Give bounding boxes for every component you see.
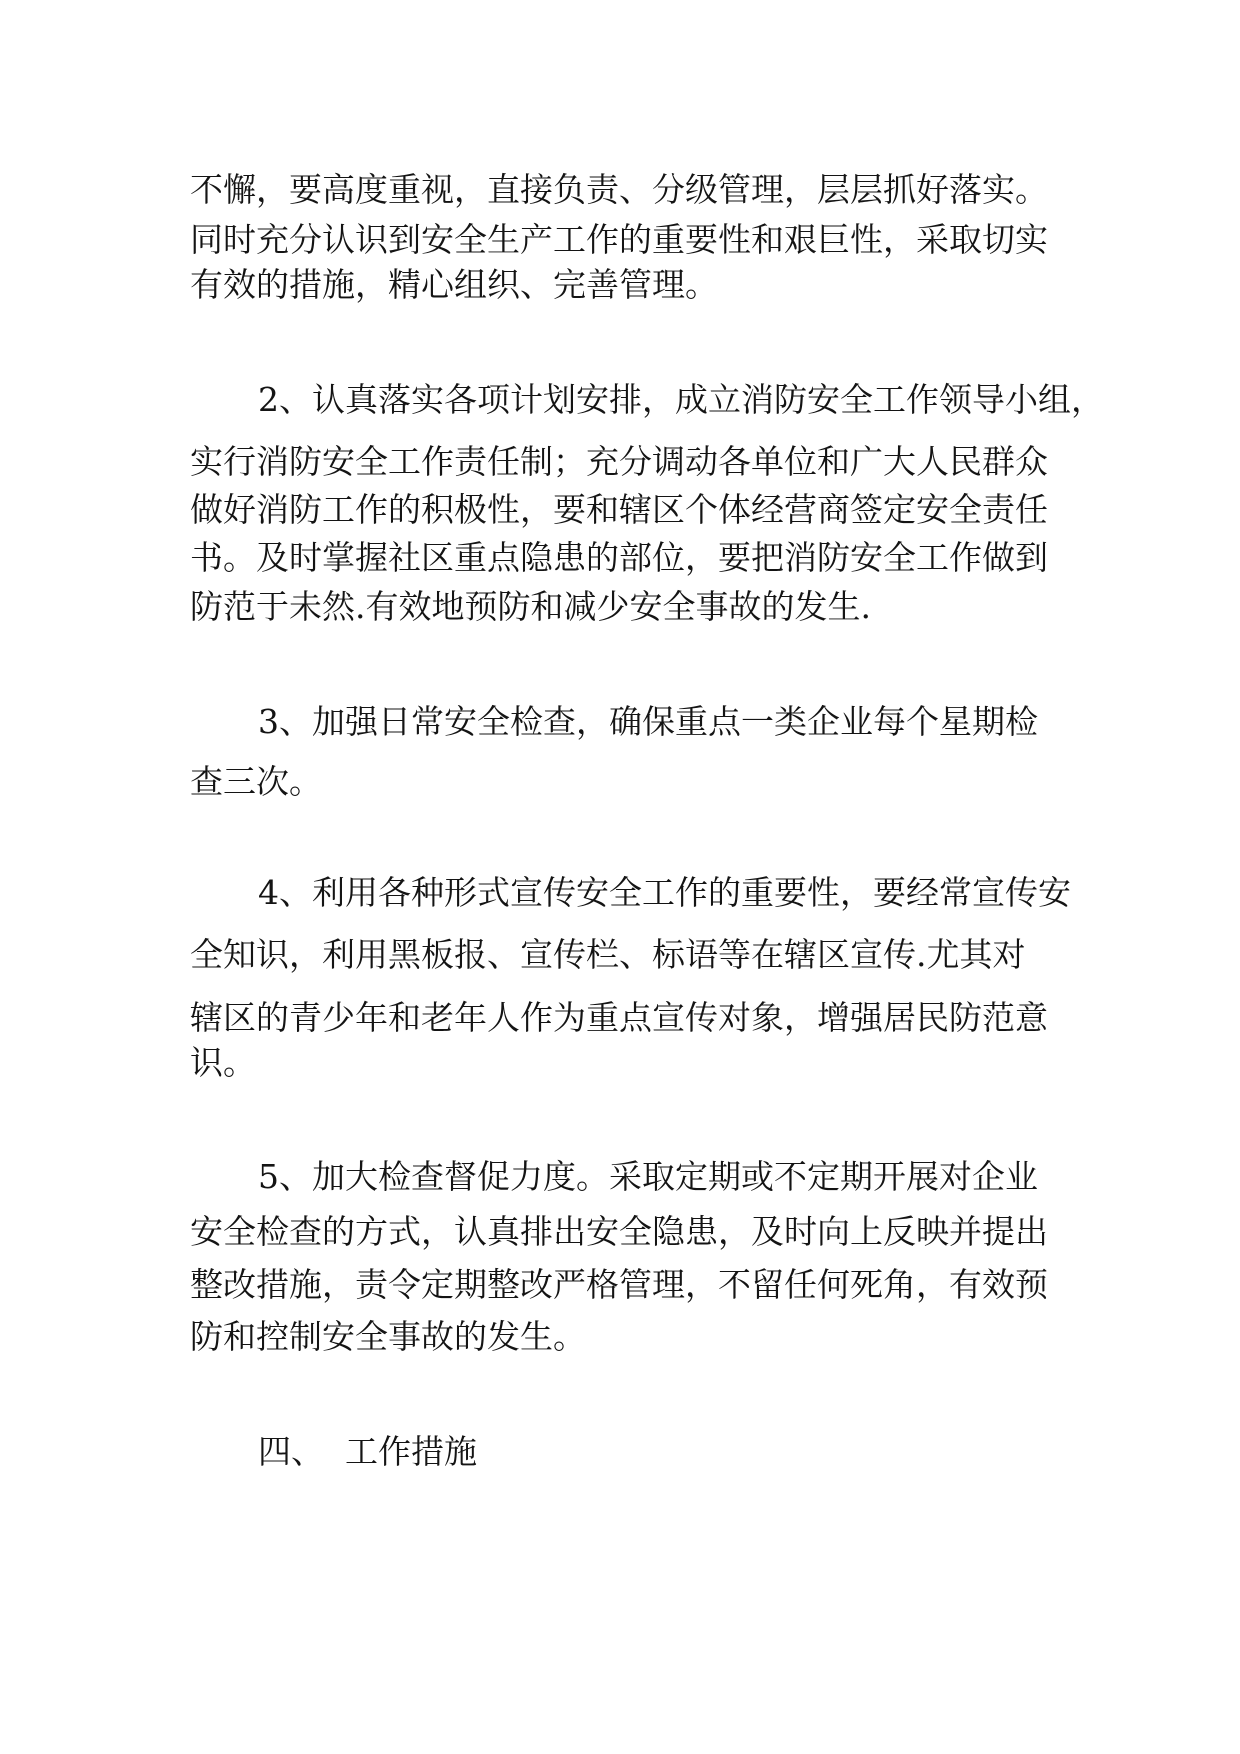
text-line: 5、加大检查督促力度。采取定期或不定期开展对企业 xyxy=(258,1157,1038,1196)
section-heading: 四、 工作措施 xyxy=(258,1432,477,1471)
text-line: 辖区的青少年和老年人作为重点宣传对象，增强居民防范意 xyxy=(190,998,1048,1037)
text-line: 书。及时掌握社区重点隐患的部位，要把消防安全工作做到 xyxy=(190,538,1048,577)
text-line: 有效的措施，精心组织、完善管理。 xyxy=(190,265,718,304)
text-line: 识。 xyxy=(190,1043,256,1082)
text-line: 整改措施，责令定期整改严格管理，不留任何死角，有效预 xyxy=(190,1265,1048,1304)
text-line: 查三次。 xyxy=(190,762,322,801)
text-line: 同时充分认识到安全生产工作的重要性和艰巨性，采取切实 xyxy=(190,220,1048,259)
text-line: 防和控制安全事故的发生。 xyxy=(190,1317,586,1356)
text-line: 防范于未然.有效地预防和减少安全事故的发生. xyxy=(190,587,871,626)
text-line: 2、认真落实各项计划安排，成立消防安全工作领导小组， xyxy=(258,380,1104,419)
text-line: 全知识，利用黑板报、宣传栏、标语等在辖区宣传.尤其对 xyxy=(190,935,1026,974)
text-line: 做好消防工作的积极性，要和辖区个体经营商签定安全责任 xyxy=(190,490,1048,529)
text-line: 3、加强日常安全检查，确保重点一类企业每个星期检 xyxy=(258,702,1038,741)
text-line: 4、利用各种形式宣传安全工作的重要性，要经常宣传安 xyxy=(258,873,1071,912)
text-line: 不懈，要高度重视，直接负责、分级管理，层层抓好落实。 xyxy=(190,170,1048,209)
text-line: 实行消防安全工作责任制；充分调动各单位和广大人民群众 xyxy=(190,442,1048,481)
text-line: 安全检查的方式，认真排出安全隐患，及时向上反映并提出 xyxy=(190,1212,1048,1251)
